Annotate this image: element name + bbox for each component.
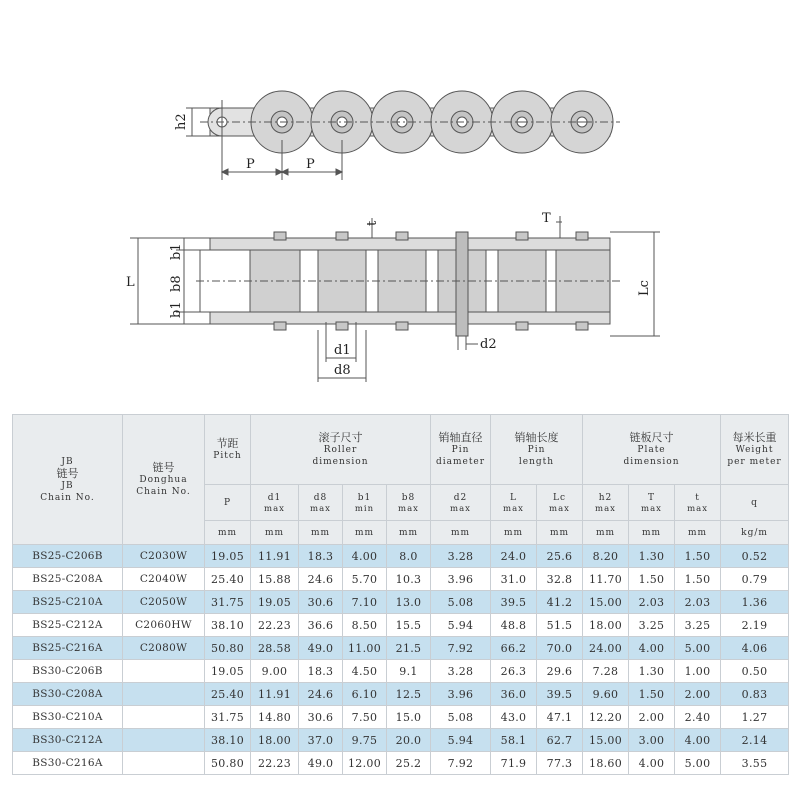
cell-jb: BS30-C208A <box>13 683 123 706</box>
cell-t: 3.25 <box>675 614 721 637</box>
cell-p: 38.10 <box>205 729 251 752</box>
l-label: L <box>126 275 135 290</box>
cell-d2: 7.92 <box>431 752 491 775</box>
t-label: t <box>365 220 380 226</box>
unit-p: mm <box>205 521 251 545</box>
cell-d2: 3.28 <box>431 545 491 568</box>
cell-q: 0.79 <box>721 568 789 591</box>
cell-jb: BS25-C216A <box>13 637 123 660</box>
sym-q: q <box>721 485 789 521</box>
cell-lc: 77.3 <box>537 752 583 775</box>
sym-lc: Lc max <box>537 485 583 521</box>
cell-l: 48.8 <box>491 614 537 637</box>
table-row <box>13 545 789 568</box>
cell-tt: 3.25 <box>629 614 675 637</box>
pin-length-header: 销轴长度 Pin length <box>491 415 583 485</box>
cell-q: 2.14 <box>721 729 789 752</box>
cell-l: 24.0 <box>491 545 537 568</box>
cell-p: 50.80 <box>205 752 251 775</box>
front-view <box>130 216 660 382</box>
cell-l: 31.0 <box>491 568 537 591</box>
sym-p: P <box>205 485 251 521</box>
unit-l: mm <box>491 521 537 545</box>
cell-b1: 4.00 <box>343 545 387 568</box>
cell-lc: 29.6 <box>537 660 583 683</box>
cell-h2: 15.00 <box>583 591 629 614</box>
cell-d1: 15.88 <box>251 568 299 591</box>
cell-jb: BS25-C206B <box>13 545 123 568</box>
cell-b1: 9.75 <box>343 729 387 752</box>
cell-b8: 13.0 <box>387 591 431 614</box>
cell-d2: 5.94 <box>431 729 491 752</box>
pitch-label-left: P <box>246 157 255 172</box>
cell-t: 1.50 <box>675 545 721 568</box>
tt-label: T <box>542 211 551 226</box>
cell-q: 0.50 <box>721 660 789 683</box>
table-row <box>13 706 789 729</box>
table-row <box>13 614 789 637</box>
cell-jb: BS30-C212A <box>13 729 123 752</box>
cell-b1: 8.50 <box>343 614 387 637</box>
cell-d1: 19.05 <box>251 591 299 614</box>
cell-h2: 9.60 <box>583 683 629 706</box>
cell-donghua: C2080W <box>123 637 205 660</box>
cell-lc: 47.1 <box>537 706 583 729</box>
cell-q: 3.55 <box>721 752 789 775</box>
unit-d2: mm <box>431 521 491 545</box>
h2-label: h2 <box>174 113 189 130</box>
cell-b1: 12.00 <box>343 752 387 775</box>
table-row <box>13 683 789 706</box>
cell-p: 38.10 <box>205 614 251 637</box>
cell-lc: 41.2 <box>537 591 583 614</box>
cell-donghua <box>123 706 205 729</box>
cell-h2: 24.00 <box>583 637 629 660</box>
cell-d1: 22.23 <box>251 752 299 775</box>
cell-d8: 18.3 <box>299 545 343 568</box>
unit-tt: mm <box>629 521 675 545</box>
unit-b8: mm <box>387 521 431 545</box>
cell-l: 36.0 <box>491 683 537 706</box>
cell-b8: 15.5 <box>387 614 431 637</box>
pitch-label-right: P <box>306 157 315 172</box>
cell-b8: 21.5 <box>387 637 431 660</box>
cell-jb: BS30-C206B <box>13 660 123 683</box>
pitch-header: 节距 Pitch <box>205 415 251 485</box>
cell-t: 2.00 <box>675 683 721 706</box>
cell-jb: BS30-C210A <box>13 706 123 729</box>
cell-jb: BS30-C216A <box>13 752 123 775</box>
cell-p: 25.40 <box>205 683 251 706</box>
plate-top <box>210 238 610 250</box>
cell-d2: 5.08 <box>431 591 491 614</box>
cell-d8: 36.6 <box>299 614 343 637</box>
cell-q: 1.36 <box>721 591 789 614</box>
cell-q: 0.83 <box>721 683 789 706</box>
spec-table <box>12 414 789 775</box>
b1-bottom-label: b1 <box>169 301 184 318</box>
connecting-pin <box>456 232 468 336</box>
cell-b8: 15.0 <box>387 706 431 729</box>
cell-jb: BS25-C208A <box>13 568 123 591</box>
cell-lc: 70.0 <box>537 637 583 660</box>
cell-tt: 4.00 <box>629 637 675 660</box>
cell-donghua <box>123 752 205 775</box>
cell-h2: 18.00 <box>583 614 629 637</box>
cell-b1: 4.50 <box>343 660 387 683</box>
cell-lc: 62.7 <box>537 729 583 752</box>
unit-q: kg/m <box>721 521 789 545</box>
cell-t: 2.03 <box>675 591 721 614</box>
donghua-chain-no-header: 链号 Donghua Chain No. <box>123 415 205 545</box>
cell-b8: 9.1 <box>387 660 431 683</box>
table-body <box>13 545 789 775</box>
cell-h2: 7.28 <box>583 660 629 683</box>
cell-l: 43.0 <box>491 706 537 729</box>
cell-l: 58.1 <box>491 729 537 752</box>
cell-d8: 30.6 <box>299 706 343 729</box>
table-header <box>13 415 789 545</box>
cell-h2: 12.20 <box>583 706 629 729</box>
cell-t: 5.00 <box>675 752 721 775</box>
cell-donghua: C2040W <box>123 568 205 591</box>
cell-b8: 20.0 <box>387 729 431 752</box>
cell-t: 1.50 <box>675 568 721 591</box>
cell-d1: 14.80 <box>251 706 299 729</box>
unit-lc: mm <box>537 521 583 545</box>
cell-b8: 25.2 <box>387 752 431 775</box>
cell-jb: BS25-C212A <box>13 614 123 637</box>
cell-d2: 5.08 <box>431 706 491 729</box>
cell-t: 1.00 <box>675 660 721 683</box>
cell-l: 71.9 <box>491 752 537 775</box>
table-row <box>13 637 789 660</box>
cell-d2: 3.28 <box>431 660 491 683</box>
cell-q: 0.52 <box>721 545 789 568</box>
unit-h2: mm <box>583 521 629 545</box>
sym-d8: d8 max <box>299 485 343 521</box>
cell-q: 2.19 <box>721 614 789 637</box>
cell-b1: 6.10 <box>343 683 387 706</box>
cell-tt: 2.03 <box>629 591 675 614</box>
cell-d1: 11.91 <box>251 545 299 568</box>
cell-d8: 18.3 <box>299 660 343 683</box>
cell-d8: 37.0 <box>299 729 343 752</box>
sym-l: L max <box>491 485 537 521</box>
table-row <box>13 752 789 775</box>
cell-d2: 5.94 <box>431 614 491 637</box>
cell-donghua: C2030W <box>123 545 205 568</box>
jb-chain-no-header: JB 链号 JB Chain No. <box>13 415 123 545</box>
cell-d8: 24.6 <box>299 568 343 591</box>
cell-d2: 3.96 <box>431 683 491 706</box>
cell-d8: 24.6 <box>299 683 343 706</box>
weight-header: 每米长重 Weight per meter <box>721 415 789 485</box>
cell-d1: 22.23 <box>251 614 299 637</box>
cell-tt: 1.30 <box>629 660 675 683</box>
table-row <box>13 591 789 614</box>
table-row <box>13 568 789 591</box>
cell-donghua <box>123 683 205 706</box>
cell-h2: 18.60 <box>583 752 629 775</box>
cell-d1: 28.58 <box>251 637 299 660</box>
cell-p: 31.75 <box>205 591 251 614</box>
cell-donghua: C2060HW <box>123 614 205 637</box>
cell-lc: 39.5 <box>537 683 583 706</box>
cell-tt: 3.00 <box>629 729 675 752</box>
sym-d2: d2 max <box>431 485 491 521</box>
cell-lc: 25.6 <box>537 545 583 568</box>
cell-jb: BS25-C210A <box>13 591 123 614</box>
cell-d2: 3.96 <box>431 568 491 591</box>
cell-t: 5.00 <box>675 637 721 660</box>
unit-b1: mm <box>343 521 387 545</box>
cell-b8: 8.0 <box>387 545 431 568</box>
unit-d1: mm <box>251 521 299 545</box>
cell-donghua <box>123 660 205 683</box>
cell-donghua: C2050W <box>123 591 205 614</box>
cell-tt: 4.00 <box>629 752 675 775</box>
cell-t: 4.00 <box>675 729 721 752</box>
table-row <box>13 660 789 683</box>
cell-lc: 51.5 <box>537 614 583 637</box>
cell-p: 19.05 <box>205 660 251 683</box>
pin-diameter-header: 销轴直径 Pin diameter <box>431 415 491 485</box>
sym-b1: b1 min <box>343 485 387 521</box>
sym-tt: T max <box>629 485 675 521</box>
cell-d2: 7.92 <box>431 637 491 660</box>
cell-h2: 8.20 <box>583 545 629 568</box>
cell-tt: 1.30 <box>629 545 675 568</box>
cell-b8: 10.3 <box>387 568 431 591</box>
cell-d1: 11.91 <box>251 683 299 706</box>
cell-d8: 49.0 <box>299 752 343 775</box>
cell-d8: 49.0 <box>299 637 343 660</box>
cell-p: 25.40 <box>205 568 251 591</box>
unit-d8: mm <box>299 521 343 545</box>
cell-b8: 12.5 <box>387 683 431 706</box>
cell-b1: 5.70 <box>343 568 387 591</box>
cell-tt: 1.50 <box>629 683 675 706</box>
lc-label: Lc <box>637 280 652 296</box>
plate-dimension-header: 链板尺寸 Plate dimension <box>583 415 721 485</box>
sym-d1: d1 max <box>251 485 299 521</box>
cell-lc: 32.8 <box>537 568 583 591</box>
unit-t: mm <box>675 521 721 545</box>
d2-label: d2 <box>480 337 497 352</box>
b1-top-label: b1 <box>169 243 184 260</box>
cell-b1: 7.50 <box>343 706 387 729</box>
sym-t: t max <box>675 485 721 521</box>
roller-dimension-header: 滚子尺寸 Roller dimension <box>251 415 431 485</box>
cell-donghua <box>123 729 205 752</box>
cell-p: 19.05 <box>205 545 251 568</box>
cell-tt: 1.50 <box>629 568 675 591</box>
sym-h2: h2 max <box>583 485 629 521</box>
plate-bottom <box>210 312 610 324</box>
cell-d1: 18.00 <box>251 729 299 752</box>
cell-b1: 7.10 <box>343 591 387 614</box>
cell-t: 2.40 <box>675 706 721 729</box>
cell-p: 50.80 <box>205 637 251 660</box>
cell-l: 26.3 <box>491 660 537 683</box>
cell-tt: 2.00 <box>629 706 675 729</box>
cell-h2: 11.70 <box>583 568 629 591</box>
sym-b8: b8 max <box>387 485 431 521</box>
cell-d8: 30.6 <box>299 591 343 614</box>
d8-label: d8 <box>334 363 351 378</box>
cell-l: 39.5 <box>491 591 537 614</box>
cell-h2: 15.00 <box>583 729 629 752</box>
cell-l: 66.2 <box>491 637 537 660</box>
cell-b1: 11.00 <box>343 637 387 660</box>
cell-q: 4.06 <box>721 637 789 660</box>
table-row <box>13 729 789 752</box>
cell-q: 1.27 <box>721 706 789 729</box>
d1-label: d1 <box>334 343 351 358</box>
b8-label: b8 <box>169 275 184 292</box>
cell-p: 31.75 <box>205 706 251 729</box>
cell-d1: 9.00 <box>251 660 299 683</box>
